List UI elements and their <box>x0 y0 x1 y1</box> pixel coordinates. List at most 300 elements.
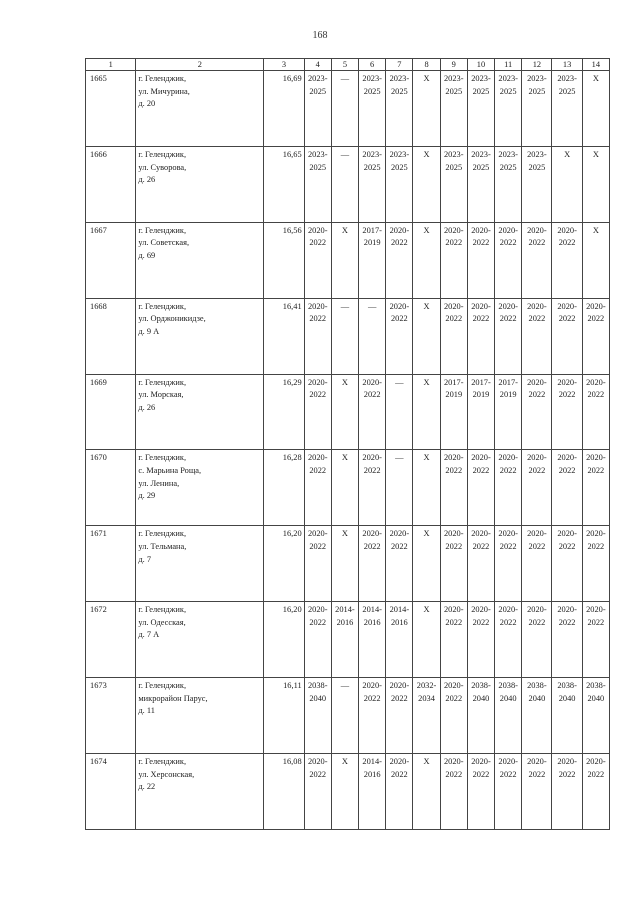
period-line: 2022 <box>390 238 408 248</box>
period-line: 2032- <box>416 681 437 691</box>
period-line: 2022 <box>558 238 576 248</box>
period-cell-col-14 <box>582 754 609 830</box>
period-line: 2025 <box>363 86 381 96</box>
period-line: 2040 <box>528 693 546 703</box>
period-line: 2020- <box>443 453 464 463</box>
period-line: 2017- <box>471 377 491 387</box>
address-line: ул. Орджоникидзе, <box>138 314 206 324</box>
address-line: ул. Ленина, <box>138 478 180 488</box>
period-line: 2020- <box>389 757 410 767</box>
period-line: 2023- <box>471 149 491 159</box>
period-cell-col-13 <box>552 678 582 754</box>
period-cell-col-14 <box>582 146 609 222</box>
column-header-7: 7 <box>386 59 413 71</box>
period-cell-col-6 <box>359 71 386 147</box>
table-row <box>86 678 610 754</box>
row-number: 1667 <box>86 222 136 298</box>
address-line: д. 26 <box>138 402 156 412</box>
period-line: 2020- <box>586 757 606 767</box>
period-line: X <box>423 529 430 539</box>
period-cell-col-12 <box>522 678 552 754</box>
period-cell-col-5 <box>331 374 358 450</box>
period-line: 2025 <box>445 86 463 96</box>
period-line: 2022 <box>390 541 408 551</box>
period-line: 2022 <box>445 769 463 779</box>
period-cell-col-4 <box>304 71 331 147</box>
period-cell-col-10 <box>467 526 494 602</box>
area-cell: 16,11 <box>264 678 304 754</box>
period-line: 2022 <box>587 541 605 551</box>
period-cell-col-10 <box>467 146 494 222</box>
period-line: 2023- <box>527 149 547 159</box>
period-line: 2020- <box>527 453 547 463</box>
period-line: 2020- <box>557 605 577 615</box>
period-line: 2022 <box>528 466 546 476</box>
period-cell-col-9 <box>440 222 467 298</box>
period-cell-col-4 <box>304 526 331 602</box>
address-cell <box>136 678 264 754</box>
period-line: 2020- <box>586 301 606 311</box>
period-cell-col-13 <box>552 754 582 830</box>
period-cell-col-14 <box>582 526 609 602</box>
period-cell-col-5 <box>331 146 358 222</box>
period-line: 2020- <box>557 377 577 387</box>
period-line: X <box>423 377 430 387</box>
period-line: 2020- <box>471 453 491 463</box>
period-cell-col-7 <box>386 450 413 526</box>
period-line: 2020- <box>389 301 410 311</box>
period-line: 2023- <box>557 74 577 83</box>
area-cell: 16,08 <box>264 754 304 830</box>
period-cell-col-8 <box>413 678 440 754</box>
period-cell-col-9 <box>440 678 467 754</box>
period-cell-col-12 <box>522 450 552 526</box>
period-cell-col-14 <box>582 222 609 298</box>
period-line: 2022 <box>528 314 546 324</box>
column-header-3: 3 <box>264 59 304 71</box>
period-line: 2022 <box>558 769 576 779</box>
period-cell-col-14 <box>582 450 609 526</box>
period-line: 2023- <box>498 74 518 83</box>
area-cell: 16,65 <box>264 146 304 222</box>
period-cell-col-11 <box>495 222 522 298</box>
period-cell-col-8 <box>413 374 440 450</box>
period-line: 2022 <box>309 466 327 476</box>
period-cell-col-12 <box>522 754 552 830</box>
period-line: 2038- <box>498 681 518 691</box>
period-line: 2020- <box>443 225 464 235</box>
address-line: д. 7 <box>138 554 152 564</box>
period-line: 2040 <box>587 693 605 703</box>
period-cell-col-14 <box>582 602 609 678</box>
period-cell-col-12 <box>522 602 552 678</box>
period-line: 2040 <box>499 693 517 703</box>
address-line: ул. Мичурина, <box>138 86 190 96</box>
period-line: 2017- <box>498 377 518 387</box>
period-line: 2019 <box>363 238 381 248</box>
period-line: 2025 <box>309 86 327 96</box>
address-cell <box>136 374 264 450</box>
period-line: 2040 <box>309 693 327 703</box>
period-cell-col-4 <box>304 298 331 374</box>
table-row <box>86 450 610 526</box>
period-line: 2020- <box>586 605 606 615</box>
period-line: 2022 <box>390 314 408 324</box>
address-cell <box>136 71 264 147</box>
period-line: X <box>423 149 430 159</box>
period-line: 2023- <box>307 74 328 83</box>
period-cell-col-8 <box>413 450 440 526</box>
period-line: 2023- <box>443 74 464 83</box>
address-line: д. 69 <box>138 251 156 260</box>
period-cell-col-6 <box>359 602 386 678</box>
period-line: 2020- <box>498 605 518 615</box>
period-line: 2020- <box>362 453 382 463</box>
period-line: 2016 <box>336 617 354 627</box>
period-cell-col-7 <box>386 754 413 830</box>
table-row <box>86 526 610 602</box>
period-cell-col-4 <box>304 754 331 830</box>
period-line: 2022 <box>558 314 576 324</box>
period-cell-col-12 <box>522 374 552 450</box>
period-cell-col-5 <box>331 526 358 602</box>
period-line: — <box>367 301 377 311</box>
period-line: 2020- <box>443 605 464 615</box>
address-line: с. Марьина Роща, <box>138 466 202 476</box>
period-line: 2022 <box>363 541 381 551</box>
address-line: д. 9 А <box>138 326 160 336</box>
row-number: 1669 <box>86 374 136 450</box>
period-cell-col-9 <box>440 602 467 678</box>
period-cell-col-5 <box>331 754 358 830</box>
period-line: 2020- <box>557 757 577 767</box>
address-line: д. 7 А <box>138 630 160 640</box>
period-line: 2020- <box>443 757 464 767</box>
period-line: 2022 <box>587 314 605 324</box>
table-body <box>86 71 610 830</box>
period-cell-col-6 <box>359 526 386 602</box>
period-line: 2022 <box>528 617 546 627</box>
period-cell-col-10 <box>467 754 494 830</box>
address-line: микрорайон Парус, <box>138 693 208 703</box>
period-cell-col-13 <box>552 526 582 602</box>
period-line: X <box>341 529 348 539</box>
period-line: — <box>340 74 350 83</box>
period-cell-col-5 <box>331 602 358 678</box>
period-line: 2019 <box>472 390 490 400</box>
row-number: 1670 <box>86 450 136 526</box>
period-line: 2022 <box>309 314 327 324</box>
address-line: ул. Тельмана, <box>138 541 187 551</box>
period-line: 2025 <box>390 162 408 172</box>
period-line: 2022 <box>587 390 605 400</box>
period-line: 2040 <box>558 693 576 703</box>
address-line: г. Геленджик, <box>138 377 187 387</box>
period-line: 2022 <box>587 769 605 779</box>
address-line: г. Геленджик, <box>138 74 187 83</box>
period-cell-col-7 <box>386 602 413 678</box>
period-cell-col-10 <box>467 602 494 678</box>
period-cell-col-10 <box>467 222 494 298</box>
period-line: 2020- <box>498 453 518 463</box>
column-header-2: 2 <box>136 59 264 71</box>
table-row <box>86 71 610 147</box>
period-cell-col-7 <box>386 526 413 602</box>
period-line: 2020- <box>362 377 382 387</box>
period-cell-col-6 <box>359 678 386 754</box>
period-line: 2022 <box>528 238 546 248</box>
period-line: 2022 <box>390 769 408 779</box>
period-line: X <box>423 301 430 311</box>
period-cell-col-6 <box>359 298 386 374</box>
period-line: 2025 <box>558 86 576 96</box>
period-line: 2038- <box>557 681 577 691</box>
period-cell-col-4 <box>304 222 331 298</box>
period-line: 2025 <box>472 162 490 172</box>
period-line: 2023- <box>362 149 382 159</box>
period-cell-col-13 <box>552 146 582 222</box>
period-line: 2020- <box>527 529 547 539</box>
address-cell <box>136 450 264 526</box>
period-cell-col-7 <box>386 678 413 754</box>
period-cell-col-9 <box>440 374 467 450</box>
period-cell-col-12 <box>522 526 552 602</box>
address-cell <box>136 526 264 602</box>
column-header-5: 5 <box>331 59 358 71</box>
period-cell-col-6 <box>359 450 386 526</box>
header-row <box>86 59 610 71</box>
period-line: 2020- <box>471 225 491 235</box>
period-line: 2038- <box>586 681 606 691</box>
period-line: X <box>423 757 430 767</box>
column-header-8: 8 <box>413 59 440 71</box>
period-line: 2020- <box>389 529 410 539</box>
period-line: 2020- <box>557 301 577 311</box>
period-line: 2017- <box>362 225 382 235</box>
period-cell-col-5 <box>331 298 358 374</box>
column-header-10: 10 <box>467 59 494 71</box>
period-line: 2040 <box>472 693 490 703</box>
period-line: 2025 <box>499 86 517 96</box>
row-number: 1673 <box>86 678 136 754</box>
period-line: 2016 <box>390 617 408 627</box>
period-line: 2019 <box>499 390 517 400</box>
period-cell-col-11 <box>495 602 522 678</box>
period-line: 2014- <box>362 605 382 615</box>
period-line: 2019 <box>445 390 463 400</box>
period-line: 2020- <box>307 529 328 539</box>
period-line: 2025 <box>528 86 546 96</box>
period-cell-col-13 <box>552 602 582 678</box>
period-line: 2022 <box>309 390 327 400</box>
period-cell-col-13 <box>552 298 582 374</box>
period-line: 2022 <box>445 693 463 703</box>
period-line: 2022 <box>558 617 576 627</box>
row-number: 1666 <box>86 146 136 222</box>
period-line: 2022 <box>309 617 327 627</box>
column-header-13: 13 <box>552 59 582 71</box>
period-cell-col-9 <box>440 526 467 602</box>
address-line: г. Геленджик, <box>138 605 187 615</box>
page-number: 168 <box>312 30 328 41</box>
period-line: 2022 <box>445 238 463 248</box>
area-cell: 16,41 <box>264 298 304 374</box>
address-line: д. 22 <box>138 782 156 792</box>
period-line: 2034 <box>418 693 435 703</box>
period-cell-col-12 <box>522 298 552 374</box>
table-row <box>86 602 610 678</box>
period-line: X <box>592 225 599 235</box>
period-line: 2020- <box>389 225 410 235</box>
period-cell-col-7 <box>386 374 413 450</box>
period-line: 2020- <box>307 301 328 311</box>
row-number: 1671 <box>86 526 136 602</box>
period-cell-col-7 <box>386 71 413 147</box>
area-cell: 16,56 <box>264 222 304 298</box>
period-cell-col-12 <box>522 71 552 147</box>
period-line: 2023- <box>498 149 518 159</box>
address-line: г. Геленджик, <box>138 757 187 767</box>
period-line: — <box>340 301 350 311</box>
period-line: 2020- <box>307 757 328 767</box>
period-line: 2020- <box>586 453 606 463</box>
period-line: 2020- <box>527 757 547 767</box>
period-line: 2022 <box>363 693 381 703</box>
period-line: 2022 <box>499 466 517 476</box>
period-cell-col-7 <box>386 298 413 374</box>
period-cell-col-13 <box>552 450 582 526</box>
period-line: 2022 <box>528 769 546 779</box>
period-line: 2020- <box>527 225 547 235</box>
period-line: 2023- <box>443 149 464 159</box>
period-cell-col-13 <box>552 71 582 147</box>
period-line: 2025 <box>390 86 408 96</box>
period-cell-col-11 <box>495 754 522 830</box>
period-line: 2016 <box>363 769 381 779</box>
period-line: 2020- <box>471 605 491 615</box>
period-line: X <box>341 377 348 387</box>
period-line: 2020- <box>498 225 518 235</box>
period-line: 2022 <box>363 466 381 476</box>
period-line: 2022 <box>472 769 490 779</box>
period-cell-col-5 <box>331 71 358 147</box>
period-cell-col-12 <box>522 222 552 298</box>
address-line: г. Геленджик, <box>138 149 187 159</box>
period-line: 2020- <box>557 453 577 463</box>
period-line: 2022 <box>390 693 408 703</box>
period-cell-col-10 <box>467 71 494 147</box>
period-line: 2025 <box>363 162 381 172</box>
column-header-9: 9 <box>440 59 467 71</box>
address-line: д. 29 <box>138 491 156 501</box>
period-line: 2022 <box>445 617 463 627</box>
table-row <box>86 754 610 830</box>
period-line: 2014- <box>335 605 355 615</box>
period-cell-col-4 <box>304 678 331 754</box>
period-cell-col-6 <box>359 754 386 830</box>
period-cell-col-4 <box>304 602 331 678</box>
period-line: 2022 <box>587 466 605 476</box>
period-cell-col-4 <box>304 374 331 450</box>
period-cell-col-9 <box>440 450 467 526</box>
period-line: X <box>423 453 430 463</box>
period-line: 2020- <box>362 529 382 539</box>
period-line: 2020- <box>527 605 547 615</box>
period-cell-col-8 <box>413 146 440 222</box>
address-line: г. Геленджик, <box>138 225 187 235</box>
period-line: 2038- <box>471 681 491 691</box>
period-line: 2020- <box>362 681 382 691</box>
schedule-table <box>85 58 610 830</box>
area-cell: 16,69 <box>264 71 304 147</box>
column-header-12: 12 <box>522 59 552 71</box>
period-cell-col-10 <box>467 450 494 526</box>
address-line: д. 20 <box>138 99 156 109</box>
period-line: 2023- <box>389 74 410 83</box>
column-header-4: 4 <box>304 59 331 71</box>
period-cell-col-5 <box>331 678 358 754</box>
address-cell <box>136 602 264 678</box>
period-line: X <box>564 149 571 159</box>
period-cell-col-11 <box>495 298 522 374</box>
address-line: г. Геленджик, <box>138 301 187 311</box>
period-cell-col-6 <box>359 146 386 222</box>
period-line: 2020- <box>557 225 577 235</box>
period-cell-col-11 <box>495 526 522 602</box>
period-line: 2022 <box>499 769 517 779</box>
period-line: 2023- <box>389 149 410 159</box>
period-cell-col-8 <box>413 222 440 298</box>
table-row <box>86 298 610 374</box>
period-cell-col-10 <box>467 298 494 374</box>
period-line: 2022 <box>445 314 463 324</box>
period-line: 2014- <box>389 605 410 615</box>
period-line: 2020- <box>307 605 328 615</box>
address-line: ул. Одесская, <box>138 617 186 627</box>
period-line: X <box>592 149 599 159</box>
area-cell: 16,28 <box>264 450 304 526</box>
period-line: X <box>592 74 599 83</box>
column-header-11: 11 <box>495 59 522 71</box>
period-line: 2022 <box>558 466 576 476</box>
period-line: 2022 <box>445 466 463 476</box>
period-cell-col-9 <box>440 754 467 830</box>
period-line: 2022 <box>587 617 605 627</box>
period-line: X <box>341 453 348 463</box>
column-header-6: 6 <box>359 59 386 71</box>
period-line: 2020- <box>586 529 606 539</box>
period-cell-col-14 <box>582 678 609 754</box>
period-cell-col-13 <box>552 374 582 450</box>
period-line: 2020- <box>471 301 491 311</box>
period-line: X <box>423 605 430 615</box>
period-line: 2020- <box>527 301 547 311</box>
period-line: 2022 <box>558 390 576 400</box>
period-line: 2016 <box>363 617 381 627</box>
table-header <box>86 59 610 71</box>
row-number: 1674 <box>86 754 136 830</box>
period-line: 2022 <box>558 541 576 551</box>
period-cell-col-12 <box>522 146 552 222</box>
period-cell-col-9 <box>440 71 467 147</box>
period-cell-col-5 <box>331 222 358 298</box>
period-cell-col-11 <box>495 374 522 450</box>
period-cell-col-6 <box>359 222 386 298</box>
period-line: X <box>341 757 348 767</box>
address-line: г. Геленджик, <box>138 681 187 691</box>
address-line: г. Геленджик, <box>138 453 187 463</box>
row-number: 1668 <box>86 298 136 374</box>
